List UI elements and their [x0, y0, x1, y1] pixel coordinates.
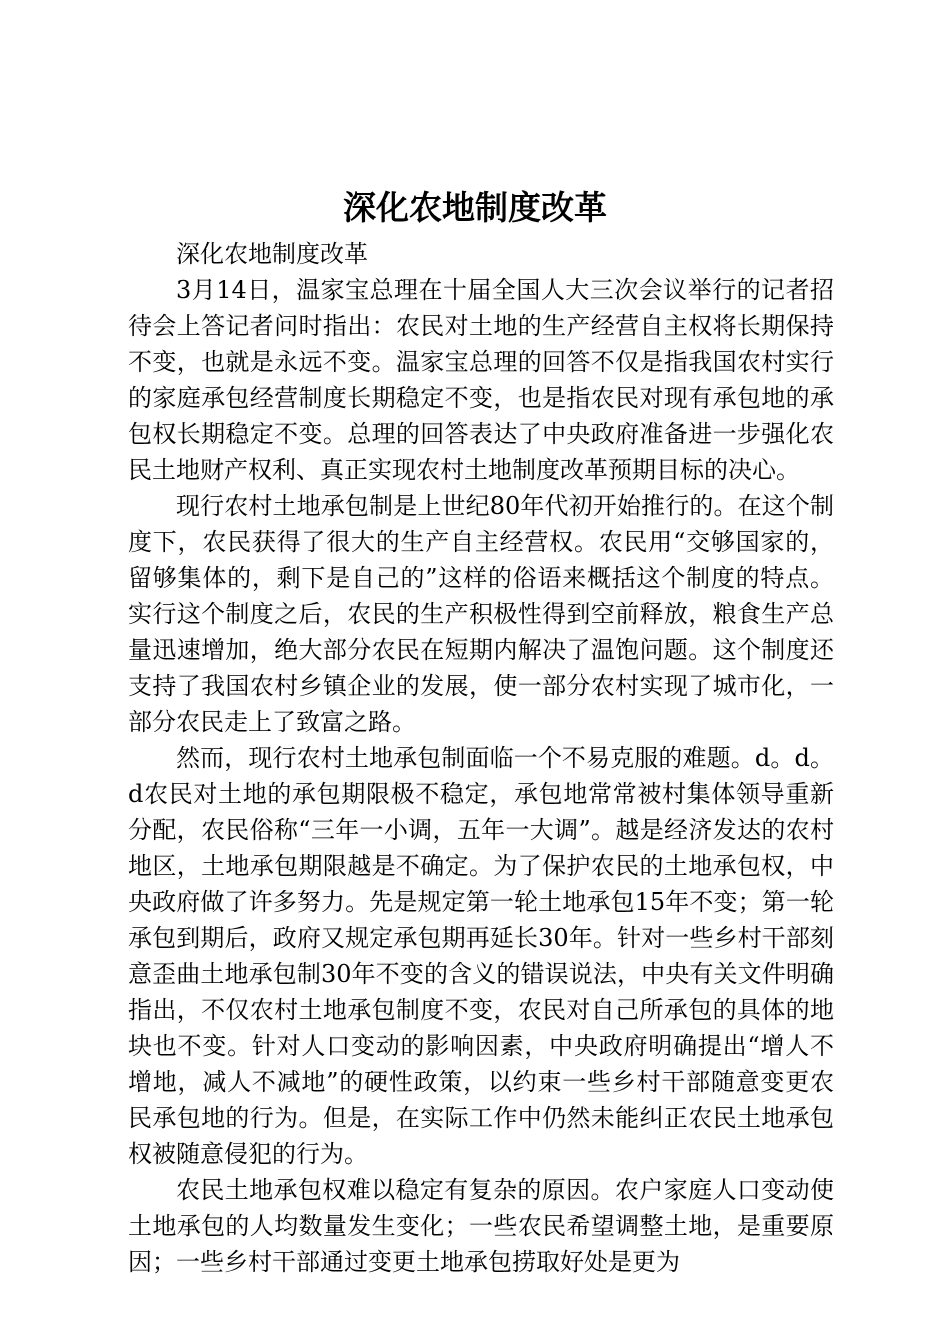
paragraph: 农民土地承包权难以稳定有复杂的原因。农户家庭人口变动使土地承包的人均数量发生变化；一些农民希望调整土地，是重要原因；一些乡村干部通过变更土地承包捞取好处是更为	[128, 1176, 834, 1276]
document-body	[128, 236, 834, 1280]
paragraph-subtitle: 深化农地制度改革	[176, 240, 368, 268]
paragraph: 3月14日，温家宝总理在十届全国人大三次会议举行的记者招待会上答记者问时指出：农民对土地的生产经营自主权将长期保持不变，也就是永远不变。温家宝总理的回答不仅是指我国农村实行的家庭承包经营制度长期稳定不变，也是指农民对现有承包地的承包权长期稳定不变。总理的回答表达了中央政府准备进一步强化农民土地财产权利、真正实现农村土地制度改革预期目标的决心。	[128, 276, 834, 484]
document-title: 深化农地制度改革	[343, 188, 607, 227]
paragraph: 然而，现行农村土地承包制面临一个不易克服的难题。d。d。d农民对土地的承包期限极不稳定，承包地常常被村集体领导重新分配，农民俗称“三年一小调，五年一大调”。越是经济发达的农村地区，土地承包期限越是不确定。为了保护农民的土地承包权，中央政府做了许多努力。先是规定第一轮土地承包15年不变；第一轮承包到期后，政府又规定承包期再延长30年。针对一些乡村干部刻意歪曲土地承包制30年不变的含义的错误说法，中央有关文件明确指出，不仅农村土地承包制度不变，农民对自己所承包的具体的地块也不变。针对人口变动的影响因素，中央政府明确提出“增人不增地，减人不减地”的硬性政策，以约束一些乡村干部随意变更农民承包地的行为。但是，在实际工作中仍然未能纠正农民土地承包权被随意侵犯的行为。	[128, 744, 834, 1168]
paragraph: 现行农村土地承包制是上世纪80年代初开始推行的。在这个制度下，农民获得了很大的生产自主经营权。农民用“交够国家的，留够集体的，剩下是自己的”这样的俗语来概括这个制度的特点。实行这个制度之后，农民的生产积极性得到空前释放，粮食生产总量迅速增加，绝大部分农民在短期内解决了温饱问题。这个制度还支持了我国农村乡镇企业的发展，使一部分农村实现了城市化，一部分农民走上了致富之路。	[128, 492, 834, 736]
